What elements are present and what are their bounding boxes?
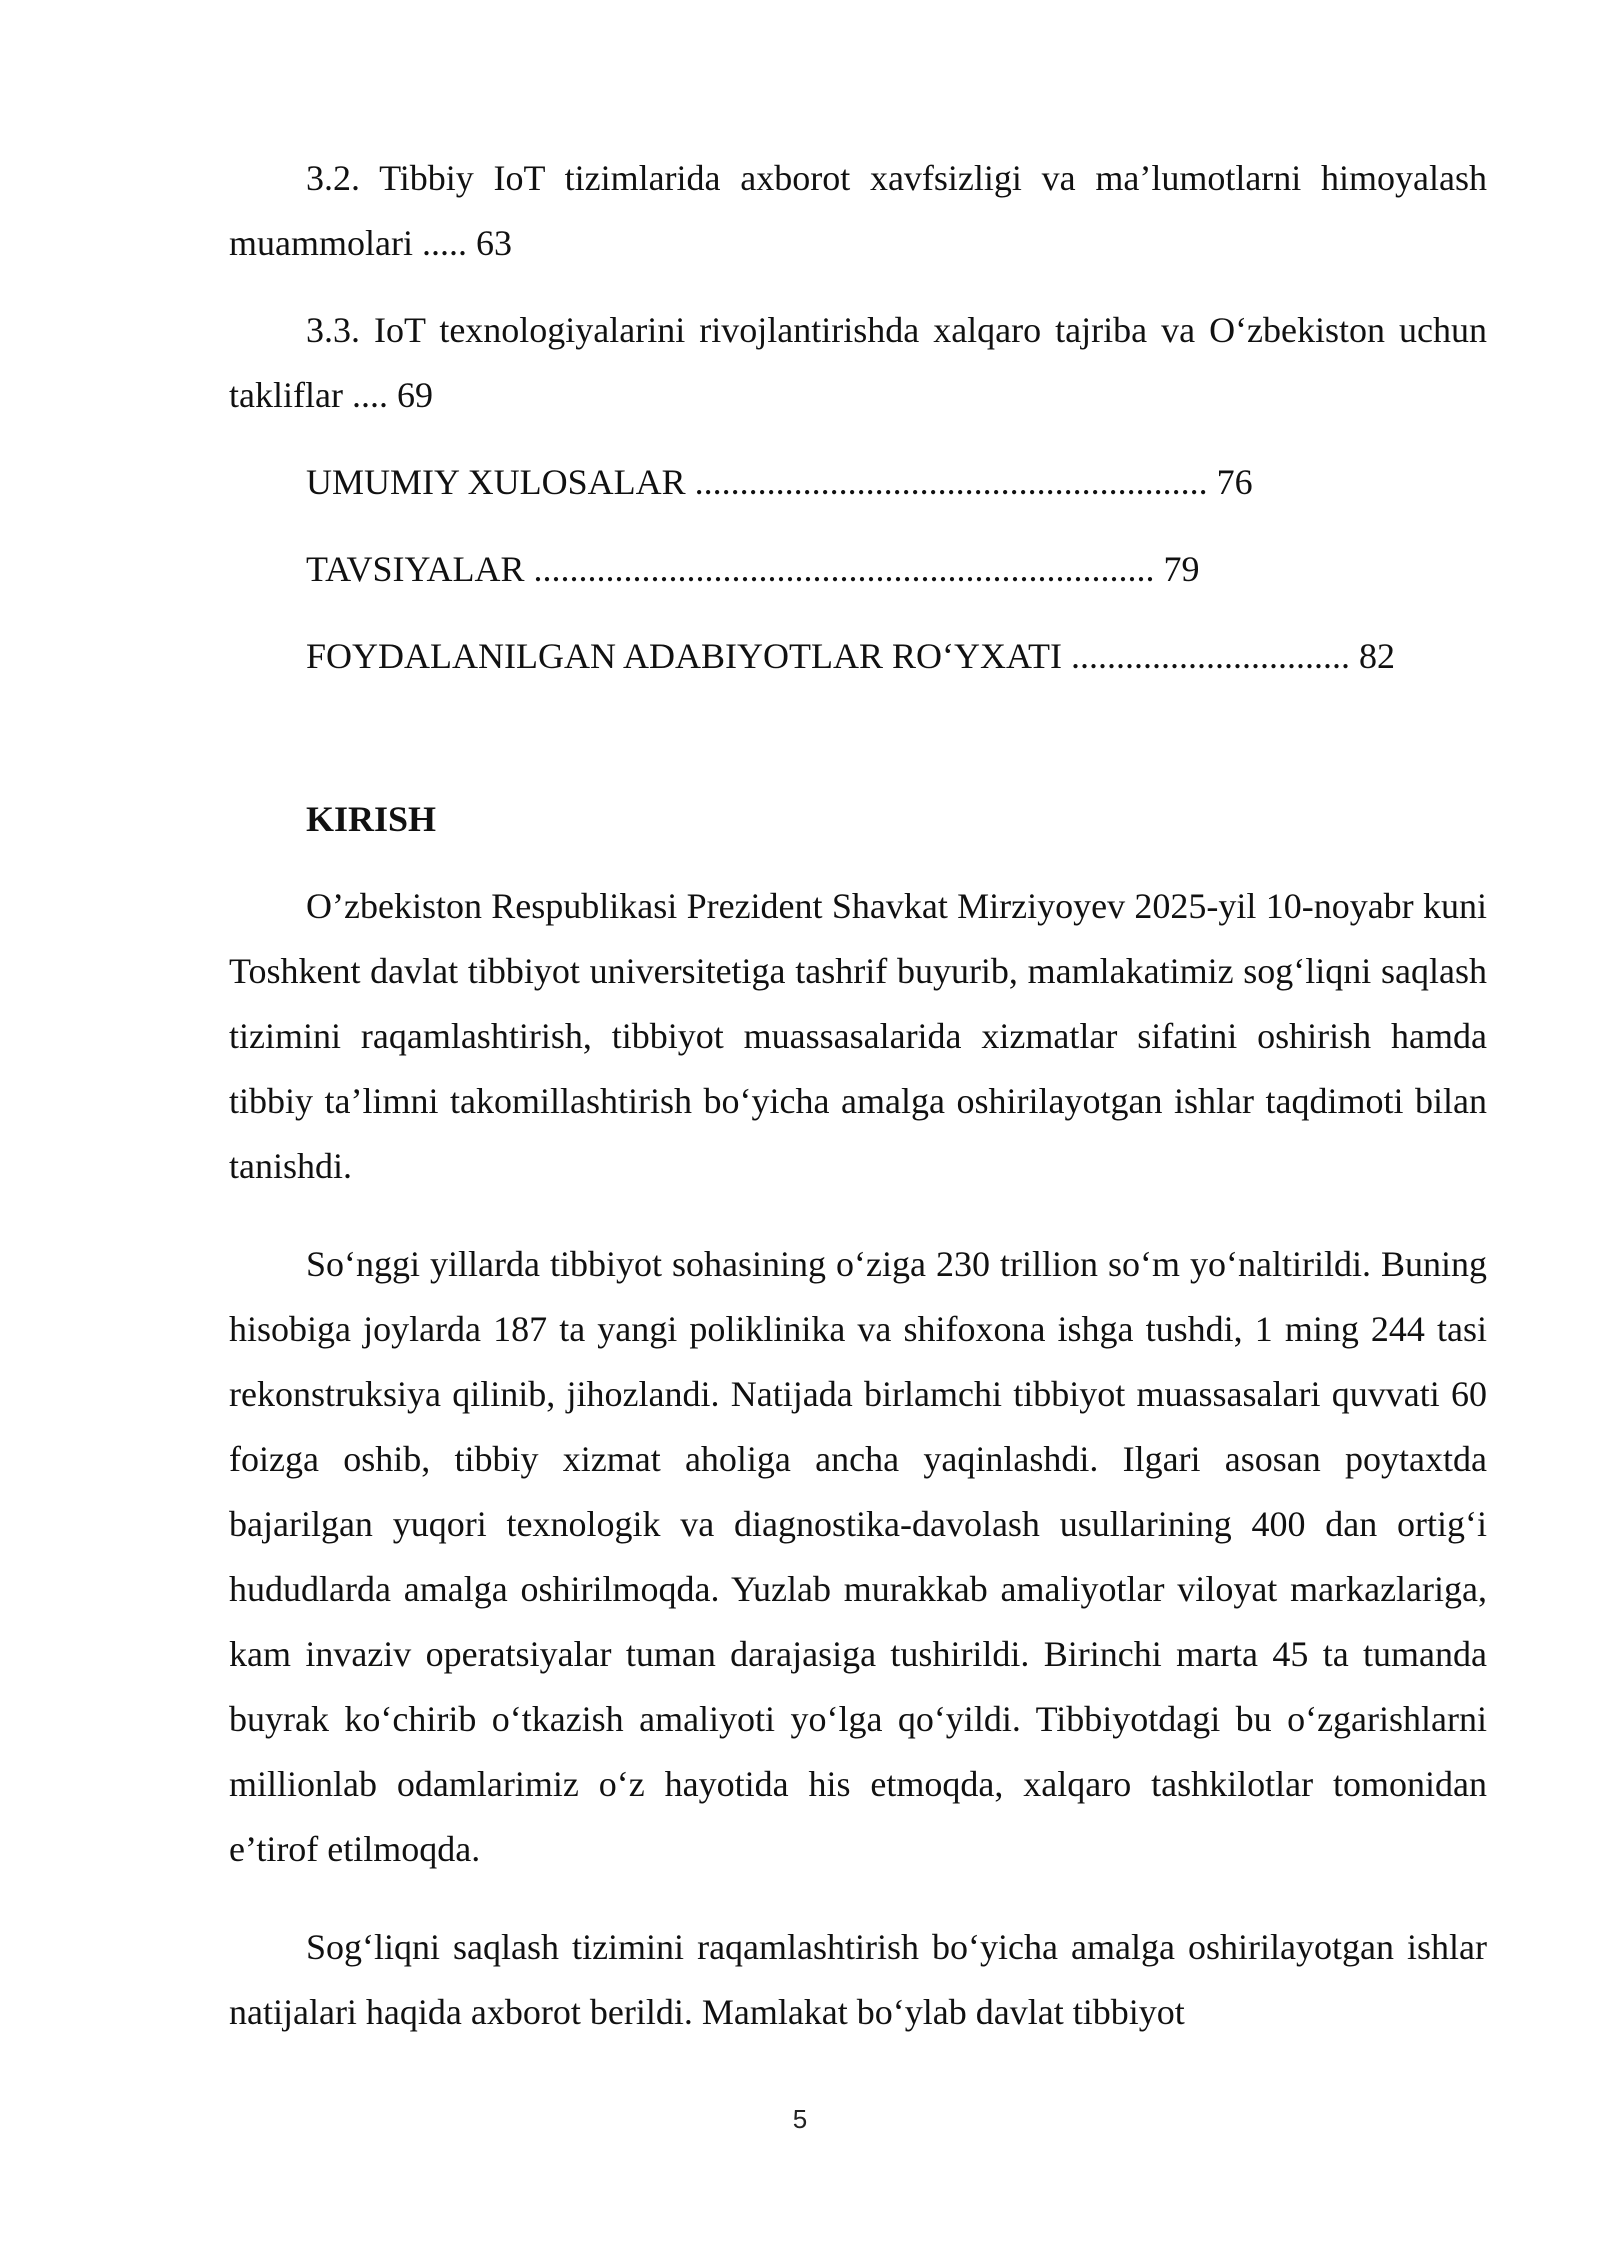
toc-entry-conclusions: UMUMIY XULOSALAR ......................................................... 76: [306, 462, 1253, 502]
page-number: 5: [792, 2104, 808, 2134]
toc-entry-references: FOYDALANILGAN ADABIYOTLAR RO‘YXATI ............................... 82: [306, 636, 1395, 676]
page-content: [229, 146, 1487, 2078]
toc-entry-recommendations: TAVSIYALAR ..................................................................... 79: [306, 549, 1200, 589]
body-paragraph-3: Sog‘liqni saqlash tizimini raqamlashtirish bo‘yicha amalga oshirilayotgan ishlar natijalari haqida axborot berildi. Mamlakat bo‘ylab davlat tibbiyot: [229, 1927, 1487, 2032]
body-paragraph-1: O’zbekiston Respublikasi Prezident Shavkat Mirziyoyev 2025-yil 10-noyabr kuni Toshkent davlat tibbiyot universitetiga tashrif buyurib, mamlakatimiz sog‘liqni saqlash tizimini raqamlashtirish, tibbiyot muassasalarida xizmatlar sifatini oshirish hamda tibbiy ta’limni takomillashtirish bo‘yicha amalga oshirilayotgan ishlar taqdimoti bilan tanishdi.: [229, 886, 1487, 1186]
toc-entry-3-2: 3.2. Tibbiy IoT tizimlarida axborot xavfsizligi va ma’lumotlarni himoyalash muammolari ..... 63: [229, 158, 1487, 263]
body-paragraph-2: So‘nggi yillarda tibbiyot sohasining o‘ziga 230 trillion so‘m yo‘naltirildi. Buning hisobiga joylarda 187 ta yangi poliklinika va shifoxona ishga tushdi, 1 ming 244 tasi rekonstruksiya qilinib, jihozlandi. Natijada birlamchi tibbiyot muassasalari quvvati 60 foizga oshib, tibbiy xizmat aholiga ancha yaqinlashdi. Ilgari asosan poytaxtda bajarilgan yuqori texnologik va diagnostika-davolash usullarining 400 dan ortig‘i hududlarda amalga oshirilmoqda. Yuzlab murakkab amaliyotlar viloyat markazlariga, kam invaziv operatsiyalar tuman darajasiga tushirildi. Birinchi marta 45 ta tumanda buyrak ko‘chirib o‘tkazish amaliyoti yo‘lga qo‘yildi. Tibbiyotdagi bu o‘zgarishlarni millionlab odamlarimiz o‘z hayotida his etmoqda, xalqaro tashkilotlar tomonidan e’tirof etilmoqda.: [229, 1244, 1487, 1869]
toc-entry-3-3: 3.3. IoT texnologiyalarini rivojlantirishda xalqaro tajriba va O‘zbekiston uchun takliflar .... 69: [229, 310, 1487, 415]
section-heading: KIRISH: [306, 799, 437, 839]
